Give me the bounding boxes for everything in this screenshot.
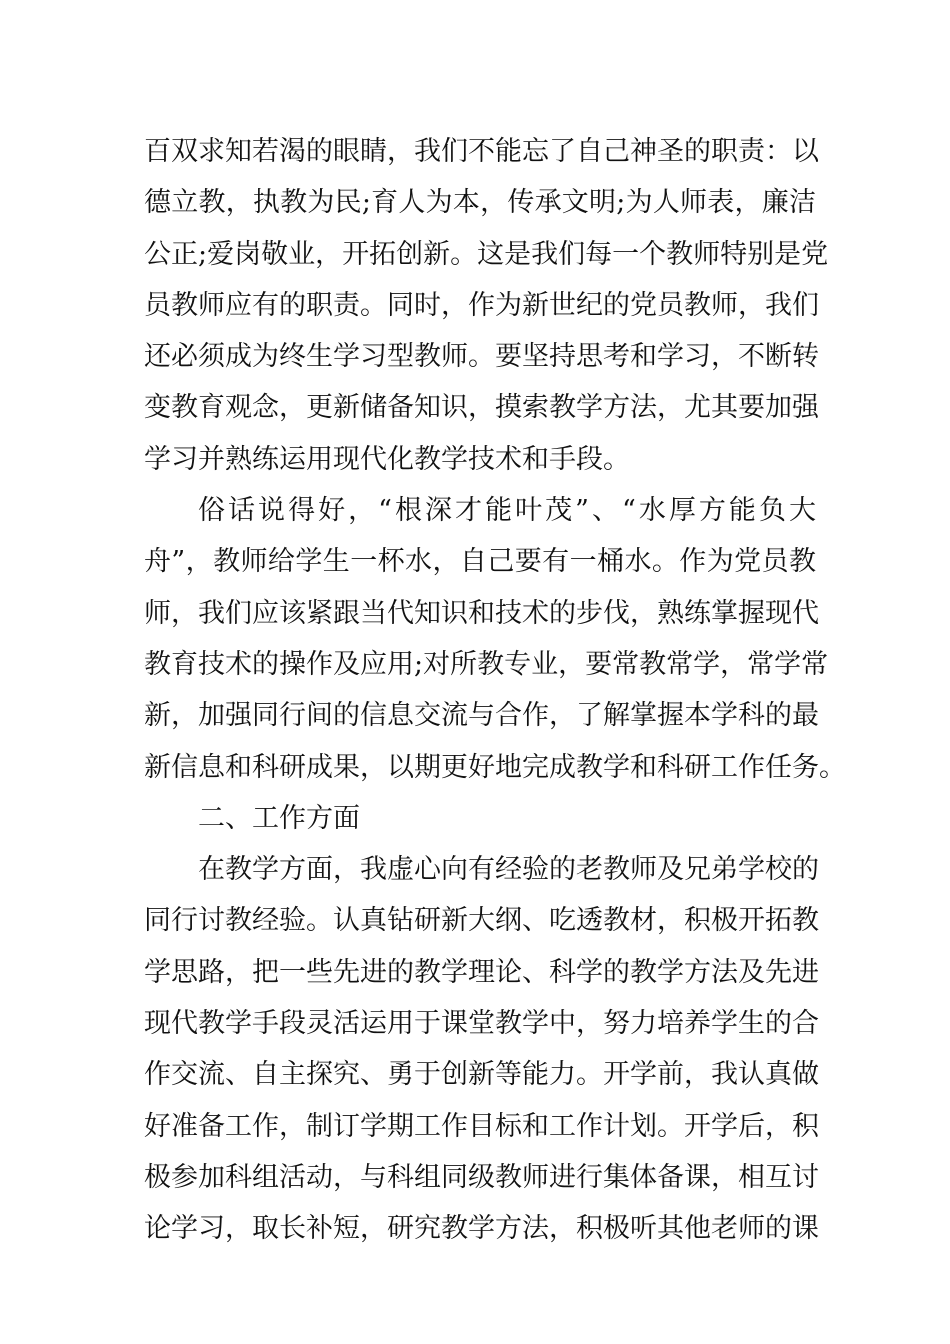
section-heading: 二、工作方面: [198, 802, 360, 834]
paragraph-line: 作交流、自主探究、勇于创新等能力。开学前，我认真做: [144, 1059, 819, 1091]
document-body: [144, 126, 846, 1255]
paragraph-line: 新，加强同行间的信息交流与合作，了解掌握本学科的最: [144, 700, 819, 732]
paragraph-line: 师，我们应该紧跟当代知识和技术的步伐，熟练掌握现代: [144, 597, 819, 629]
paragraph-line: 员教师应有的职责。同时，作为新世纪的党员教师，我们: [144, 289, 819, 321]
paragraph-line: 极参加科组活动，与科组同级教师进行集体备课，相互讨: [144, 1161, 819, 1193]
paragraph-line: 新信息和科研成果，以期更好地完成教学和科研工作任务。: [144, 751, 846, 783]
paragraph-line: 论学习，取长补短，研究教学方法，积极听其他老师的课: [144, 1213, 819, 1245]
paragraph-line: 公正;爱岗敬业，开拓创新。这是我们每一个教师特别是党: [144, 238, 829, 270]
paragraph-line: 好准备工作，制订学期工作目标和工作计划。开学后，积: [144, 1110, 819, 1142]
paragraph-1: [144, 126, 829, 485]
paragraph-line: 俗话说得好，“根深才能叶茂”、“水厚方能负大: [198, 495, 816, 527]
paragraph-line: 教育技术的操作及应用;对所教专业，要常教常学，常学常: [144, 648, 829, 680]
paragraph-line: 在教学方面，我虚心向有经验的老教师及兄弟学校的: [198, 854, 819, 886]
paragraph-3: [144, 844, 819, 1254]
paragraph-line: 现代教学手段灵活运用于课堂教学中，努力培养学生的合: [144, 1008, 819, 1040]
paragraph-2: [144, 485, 846, 793]
paragraph-line: 学习并熟练运用现代化教学技术和手段。: [144, 443, 630, 475]
paragraph-line: 学思路，把一些先进的教学理论、科学的教学方法及先进: [144, 956, 819, 988]
paragraph-line: 百双求知若渴的眼睛，我们不能忘了自己神圣的职责：以: [144, 136, 819, 167]
paragraph-line: 变教育观念，更新储备知识，摸索教学方法，尤其要加强: [144, 392, 819, 424]
paragraph-line: 舟”，教师给学生一杯水，自己要有一桶水。作为党员教: [144, 546, 816, 578]
paragraph-line: 同行讨教经验。认真钻研新大纲、吃透教材，积极开拓教: [144, 905, 819, 937]
paragraph-line: 还必须成为终生学习型教师。要坚持思考和学习，不断转: [144, 341, 819, 373]
paragraph-line: 德立教，执教为民;育人为本，传承文明;为人师表，廉洁: [144, 187, 816, 219]
